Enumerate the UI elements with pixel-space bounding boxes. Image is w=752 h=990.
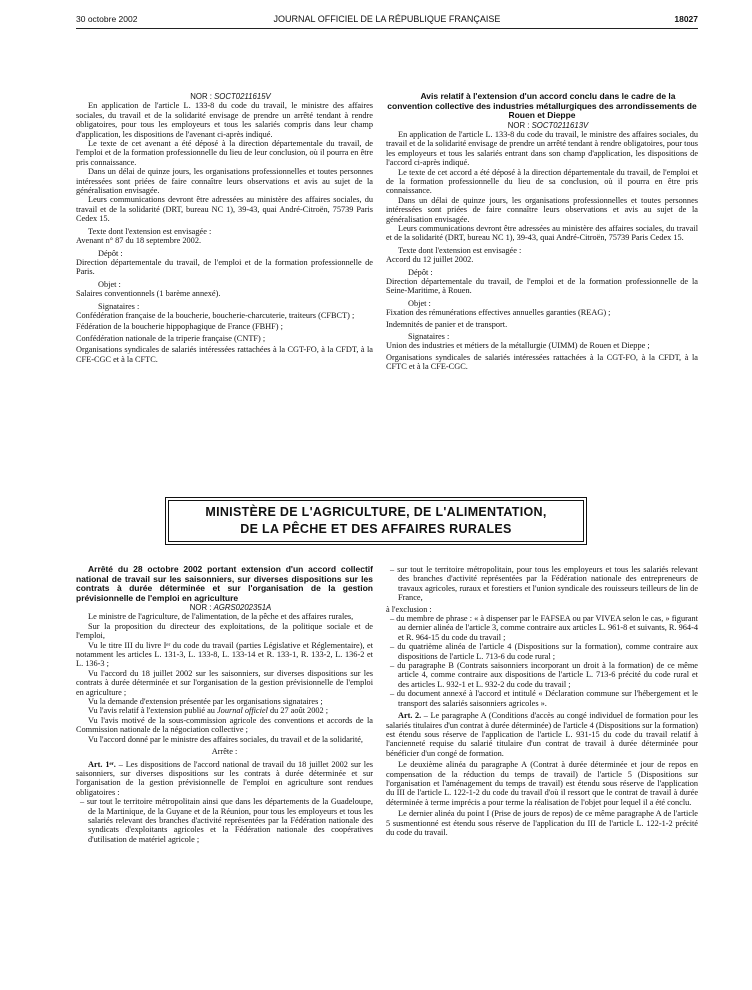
list-item: – sur tout le territoire métropolitain, pour tous les employeurs et tous les salariés relevant des branches d'activité représentées par la Fédération nationale des entrepreneurs de travaux agricoles, ruraux et forestiers et l'union syndicale des rouisseurs teilleurs de lin de France, bbox=[386, 565, 698, 603]
paragraph: Vu le titre III du livre Iᵉʳ du code du travail (parties Législative et Réglementaire), et notamment les articles L. 131-3, L. 133-8, L. 133-14 et R. 133-1, R. 133-2, L. 136-2 et L. 136-3 ; bbox=[76, 640, 373, 669]
paragraph: Leurs communications devront être adressées au ministère des affaires sociales, du travail et de la solidarité (DRT, bureau NC 1), 39-43, quai André-Citroën, 75739 Paris Cedex 15. bbox=[76, 195, 373, 224]
paragraph: Leurs communications devront être adressées au ministère des affaires sociales, du travail et de la solidarité (DRT, bureau NC 1), 39-43, quai André-Citroën, 75739 Paris Cedex 15. bbox=[386, 223, 698, 243]
paragraph: Vu l'avis motivé de la sous-commission agricole des conventions et accords de la Commission nationale de la négociation collective ; bbox=[76, 715, 373, 735]
paragraph: Le deuxième alinéa du paragraphe A (Contrat à durée déterminée et jour de repos en compensation de la réduction du temps de travail) de l'article 5 (Dispositions sur l'organisation et l'aménagement du temps de travail) est étendu sous réserve de l'application du III de l'article L. 122-1-2 du code du travail d'où il ressort que le contrat de travail à durée déterminée à terme imprécis a pour terme la réalisation de l'objet pour lequel il a été conclu. bbox=[386, 760, 698, 807]
texte-value: Avenant n° 87 du 18 septembre 2002. bbox=[76, 236, 202, 246]
left-bottom-column bbox=[76, 565, 373, 844]
list-item: – du paragraphe B (Contrats saisonniers incorporant un droit à la formation) de ce même article 4, comme contraire aux dispositions de l'article L. 713-6 précité du code rural et des articles L. 932-1 et L. 932-2 du code du travail ; bbox=[386, 661, 698, 689]
paragraph: Sur la proposition du directeur des exploitations, de la politique sociale et de l'emploi, bbox=[76, 621, 373, 641]
paragraph: Vu l'accord donné par le ministre des affaires sociales, du travail et de la solidarité, bbox=[88, 734, 364, 744]
running-header bbox=[76, 14, 698, 29]
paragraph: Le dernier alinéa du point I (Prise de jours de repos) de ce même paragraphe A de l'article 5 susmentionné est étendu sous réserve de l'application du III de l'article L. 122-1-2 précité du code du travail. bbox=[386, 809, 698, 837]
right-bottom-column bbox=[386, 565, 698, 837]
signataire: Confédération française de la boucherie, boucherie-charcuterie, traiteurs (CFBCT) ; bbox=[76, 310, 355, 320]
paragraph: Le texte de cet avenant a été déposé à la direction départementale du travail, de l'emploi et de la formation professionnelle du lieu de leur conclusion, où il pourra en être pris connaissance. bbox=[76, 139, 373, 167]
article-2: Art. 2. – Le paragraphe A (Conditions d'accès au congé individuel de formation pour les salariés titulaires d'un contrat à durée déterminée) de l'article 4 (Dispositions sur la formation) est étendu sous réserve de l'application de l'article L. 931-15 du code du travail relatif à l'ancienneté requise du salarié titulaire d'un contrat de travail à durée déterminée pour bénéficier d'un congé de formation. bbox=[386, 711, 698, 758]
paragraph: Vu l'accord du 18 juillet 2002 sur les saisonniers, sur diverses dispositions sur les contrats à durée déterminée et sur l'organisation de la gestion prévisionnelle de l'emploi en agriculture ; bbox=[76, 668, 373, 697]
ministry-line-1: MINISTÈRE DE L'AGRICULTURE, DE L'ALIMENTATION, bbox=[205, 505, 547, 519]
depot-value: Direction départementale du travail, de l'emploi et de la formation professionnelle de Paris. bbox=[76, 257, 373, 277]
list-item: – du quatrième alinéa de l'article 4 (Dispositions sur la formation), comme contraire aux dispositions de l'article L. 713-6 du code rural ; bbox=[386, 642, 698, 661]
signataires-label: Signataires : bbox=[408, 332, 450, 342]
left-top-column bbox=[76, 92, 373, 364]
texte-label: Texte dont l'extension est envisagée : bbox=[398, 245, 522, 255]
objet-value: Fixation des rémunérations effectives annuelles garanties (REAG) ; bbox=[386, 308, 611, 318]
objet-label: Objet : bbox=[408, 298, 431, 308]
paragraph: En application de l'article L. 133-8 du code du travail, le ministre des affaires sociales, du travail et de la solidarité envisage de prendre un arrêté tendant à rendre obligatoires, pour tous les employeurs et tous les salariés entrant dans son champ d'application, les dispositions de l'accord ci-après indiqué. bbox=[386, 129, 698, 168]
list-item: – du document annexé à l'accord et intitulé « Déclaration commune sur l'hébergement et le transport des salariés saisonniers agricoles ». bbox=[386, 689, 698, 708]
ministry-line-2: DE LA PÊCHE ET DES AFFAIRES RURALES bbox=[240, 522, 512, 536]
exclusion-label: à l'exclusion : bbox=[386, 604, 432, 614]
depot-value: Direction départementale du travail, de l'emploi et de la formation professionnelle de la Seine-Maritime, à Rouen. bbox=[386, 277, 698, 296]
right-top-column bbox=[386, 92, 698, 372]
depot-label: Dépôt : bbox=[408, 267, 433, 277]
ministry-banner bbox=[168, 500, 584, 542]
article-1: Art. 1ᵉʳ. – Les dispositions de l'accord national de travail du 18 juillet 2002 sur les saisonniers, sur diverses dispositions sur les contrats à durée déterminée et sur l'organisation de la gestion prévisionnelle de l'emploi en agriculture sont rendues obligatoires : bbox=[76, 759, 373, 797]
paragraph: Le texte de cet accord a été déposé à la direction départementale du travail, de l'emploi et de la formation professionnelle du lieu de sa conclusion, où il pourra en être pris connaissance. bbox=[386, 167, 698, 196]
header-date: 30 octobre 2002 bbox=[76, 14, 138, 24]
signataire: Organisations syndicales de salariés intéressées rattachées à la CGT-FO, à la CFDT, à la CFE-CGC et à la CFTC. bbox=[76, 345, 373, 364]
nor-reference: NOR : AGRS0202351A bbox=[189, 603, 272, 612]
signataire: Confédération nationale de la triperie française (CNTF) ; bbox=[76, 333, 266, 343]
article-1-list bbox=[76, 797, 373, 844]
list-item: – sur tout le territoire métropolitain ainsi que dans les départements de la Guadeloupe, de la Martinique, de la Guyane et de la Réunion, pour tous les employeurs et tous les salariés relevant des branches d'activité représentées par la Fédération nationale des syndicats d'exploitants agricoles et la Fédération nationale des coopératives d'utilisation de matériel agricole ; bbox=[76, 797, 373, 844]
paragraph: Le ministre de l'agriculture, de l'alimentation, de la pêche et des affaires rurales, bbox=[88, 612, 354, 622]
journal-title: JOURNAL OFFICIEL DE LA RÉPUBLIQUE FRANÇAISE bbox=[273, 14, 501, 24]
paragraph: Dans un délai de quinze jours, les organisations professionnelles et toutes personnes intéressées sont priées de faire connaître leurs observations et avis au sujet de la généralisation envisagée. bbox=[76, 167, 373, 196]
depot-label: Dépôt : bbox=[98, 248, 123, 258]
list-item: – du membre de phrase : « à dispenser par le FAFSEA ou par VIVEA selon le cas, » figurant au dernier alinéa de l'article 3, comme contraire aux articles L. 961-8 et suivants, R. 964-4 et R. 964-15 du code du travail ; bbox=[386, 614, 698, 642]
objet-label: Objet : bbox=[98, 279, 121, 289]
arrete-title: Arrêté du 28 octobre 2002 portant extension d'un accord collectif national de travail sur les saisonniers, sur diverses dispositions sur les contrats à durée déterminée et sur l'organisation de la gestion prévisionnelle de l'emploi en agriculture bbox=[76, 564, 373, 603]
objet-value: Indemnités de panier et de transport. bbox=[386, 319, 508, 329]
exclusion-list bbox=[386, 614, 698, 708]
nor-reference: NOR : SOCT0211615V bbox=[190, 92, 271, 101]
signataire: Organisations syndicales de salariés intéressées rattachées à la CGT-FO, à la CFDT, à la CFTC et à la CFE-CGC. bbox=[386, 352, 698, 372]
signataire: Fédération de la boucherie hippophagique de France (FBHF) ; bbox=[76, 322, 283, 332]
signataire: Union des industries et métiers de la métallurgie (UIMM) de Rouen et Dieppe ; bbox=[386, 341, 650, 351]
page-number: 18027 bbox=[674, 14, 698, 24]
avis-title: Avis relatif à l'extension d'un accord conclu dans le cadre de la convention collective des industries métallurgiques des arrondissements de Rouen et Dieppe bbox=[387, 91, 697, 120]
paragraph: Vu la demande d'extension présentée par les organisations signataires ; bbox=[88, 697, 323, 707]
continued-list bbox=[386, 565, 698, 603]
signataires-label: Signataires : bbox=[98, 301, 140, 311]
paragraph-avis: Vu l'avis relatif à l'extension publié au Journal officiel du 27 août 2002 ; bbox=[88, 706, 329, 716]
paragraph: Dans un délai de quinze jours, les organisations professionnelles et toutes personnes intéressées sont priées de faire connaître leurs observations et avis au sujet de la généralisation envisagée. bbox=[386, 195, 698, 224]
objet-value: Salaires conventionnels (1 barème annexé). bbox=[76, 289, 221, 299]
nor-reference: NOR : SOCT0211613V bbox=[507, 120, 589, 130]
texte-label: Texte dont l'extension est envisagée : bbox=[88, 226, 212, 236]
texte-value: Accord du 12 juillet 2002. bbox=[386, 255, 474, 265]
paragraph: En application de l'article L. 133-8 du code du travail, le ministre des affaires sociales, du travail et de la solidarité envisage de prendre un arrêté tendant à rendre obligatoires, pour tous les employeurs et tous les salariés compris dans leur champ d'application, les dispositions de l'avenant ci-après indiqué. bbox=[76, 101, 373, 139]
arrete-label: Arrête : bbox=[211, 747, 238, 757]
